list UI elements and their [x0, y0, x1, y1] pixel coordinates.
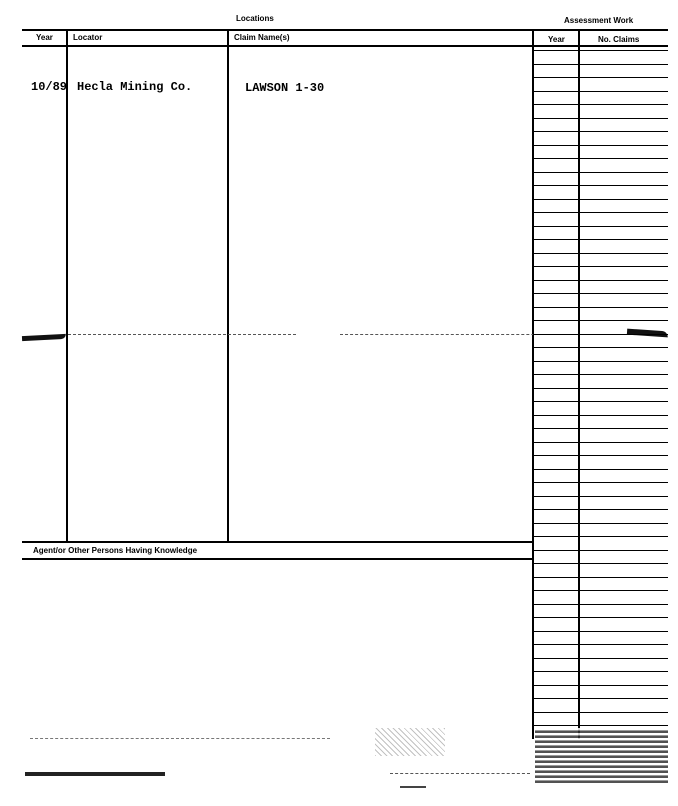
aw-rule-line — [533, 604, 668, 605]
aw-rule-line — [533, 185, 668, 186]
col-header-aw-year: Year — [548, 35, 565, 44]
aw-rule-line — [533, 347, 668, 348]
aw-rule-line — [533, 712, 668, 713]
scan-noise-line-1 — [30, 738, 330, 740]
aw-rule-line — [533, 455, 668, 456]
agent-label: Agent/or Other Persons Having Knowledge — [33, 546, 198, 555]
aw-rule-line — [533, 266, 668, 267]
aw-rule-line — [533, 104, 668, 105]
aw-rule-line — [533, 577, 668, 578]
aw-rule-line — [533, 658, 668, 659]
aw-rule-line — [533, 158, 668, 159]
header-bottom-rule — [22, 45, 668, 47]
aw-rule-line — [533, 509, 668, 510]
locations-heading: Locations — [236, 14, 274, 23]
assessment-work-heading: Assessment Work — [564, 16, 634, 25]
aw-rule-line — [533, 401, 668, 402]
aw-rule-line — [533, 239, 668, 240]
aw-rule-line — [533, 374, 668, 375]
fold-line-left — [68, 334, 296, 336]
scan-noise-bar-2 — [400, 786, 426, 788]
aw-rule-line — [533, 563, 668, 564]
aw-rule-line — [533, 469, 668, 470]
aw-rule-line — [533, 617, 668, 618]
agent-top-rule — [22, 541, 533, 543]
aw-rule-line — [533, 442, 668, 443]
aw-rule-line — [533, 253, 668, 254]
aw-rule-line — [533, 172, 668, 173]
col-header-no-claims: No. Claims — [598, 35, 640, 44]
aw-rule-line — [533, 199, 668, 200]
aw-rule-line — [533, 536, 668, 537]
row-claim: LAWSON 1-30 — [245, 81, 325, 95]
aw-rule-line — [533, 280, 668, 281]
scan-noise-line-2 — [390, 773, 530, 775]
col-header-locator: Locator — [73, 33, 103, 42]
aw-rule-line — [533, 118, 668, 119]
scan-noise-patch-1 — [375, 728, 445, 756]
aw-rule-line — [533, 415, 668, 416]
aw-rule-line — [533, 334, 668, 335]
aw-rule-line — [533, 145, 668, 146]
row-year: 10/89 — [31, 80, 68, 94]
fold-mark-left — [22, 334, 66, 341]
row-locator: Hecla Mining Co. — [77, 80, 193, 94]
aw-rule-line — [533, 550, 668, 551]
aw-rule-line — [533, 631, 668, 632]
aw-rule-line — [533, 388, 668, 389]
aw-rule-line — [533, 523, 668, 524]
agent-bottom-rule — [22, 558, 533, 560]
aw-rule-line — [533, 91, 668, 92]
divider-aw-year-claims — [578, 29, 580, 739]
header-top-rule — [22, 29, 668, 31]
aw-rule-line — [533, 226, 668, 227]
aw-rule-line — [533, 320, 668, 321]
aw-rule-line — [533, 482, 668, 483]
aw-rule-line — [533, 307, 668, 308]
aw-rule-line — [533, 212, 668, 213]
aw-rule-line — [533, 428, 668, 429]
aw-rule-line — [533, 685, 668, 686]
aw-rule-line — [533, 725, 668, 726]
aw-rule-line — [533, 50, 668, 51]
aw-rule-line — [533, 671, 668, 672]
aw-rule-line — [533, 64, 668, 65]
divider-locator-claim — [227, 29, 229, 542]
aw-rule-line — [533, 131, 668, 132]
aw-rule-line — [533, 496, 668, 497]
aw-rule-line — [533, 644, 668, 645]
scan-noise-bar — [25, 772, 165, 776]
aw-rule-line — [533, 293, 668, 294]
divider-claim-aw — [532, 29, 534, 739]
aw-rule-line — [533, 590, 668, 591]
col-header-claim-names: Claim Name(s) — [234, 33, 290, 42]
divider-year-locator — [66, 29, 68, 542]
col-header-year: Year — [36, 33, 53, 42]
aw-rule-line — [533, 77, 668, 78]
scan-noise-patch-2 — [535, 728, 668, 783]
aw-rule-line — [533, 361, 668, 362]
aw-rule-line — [533, 698, 668, 699]
